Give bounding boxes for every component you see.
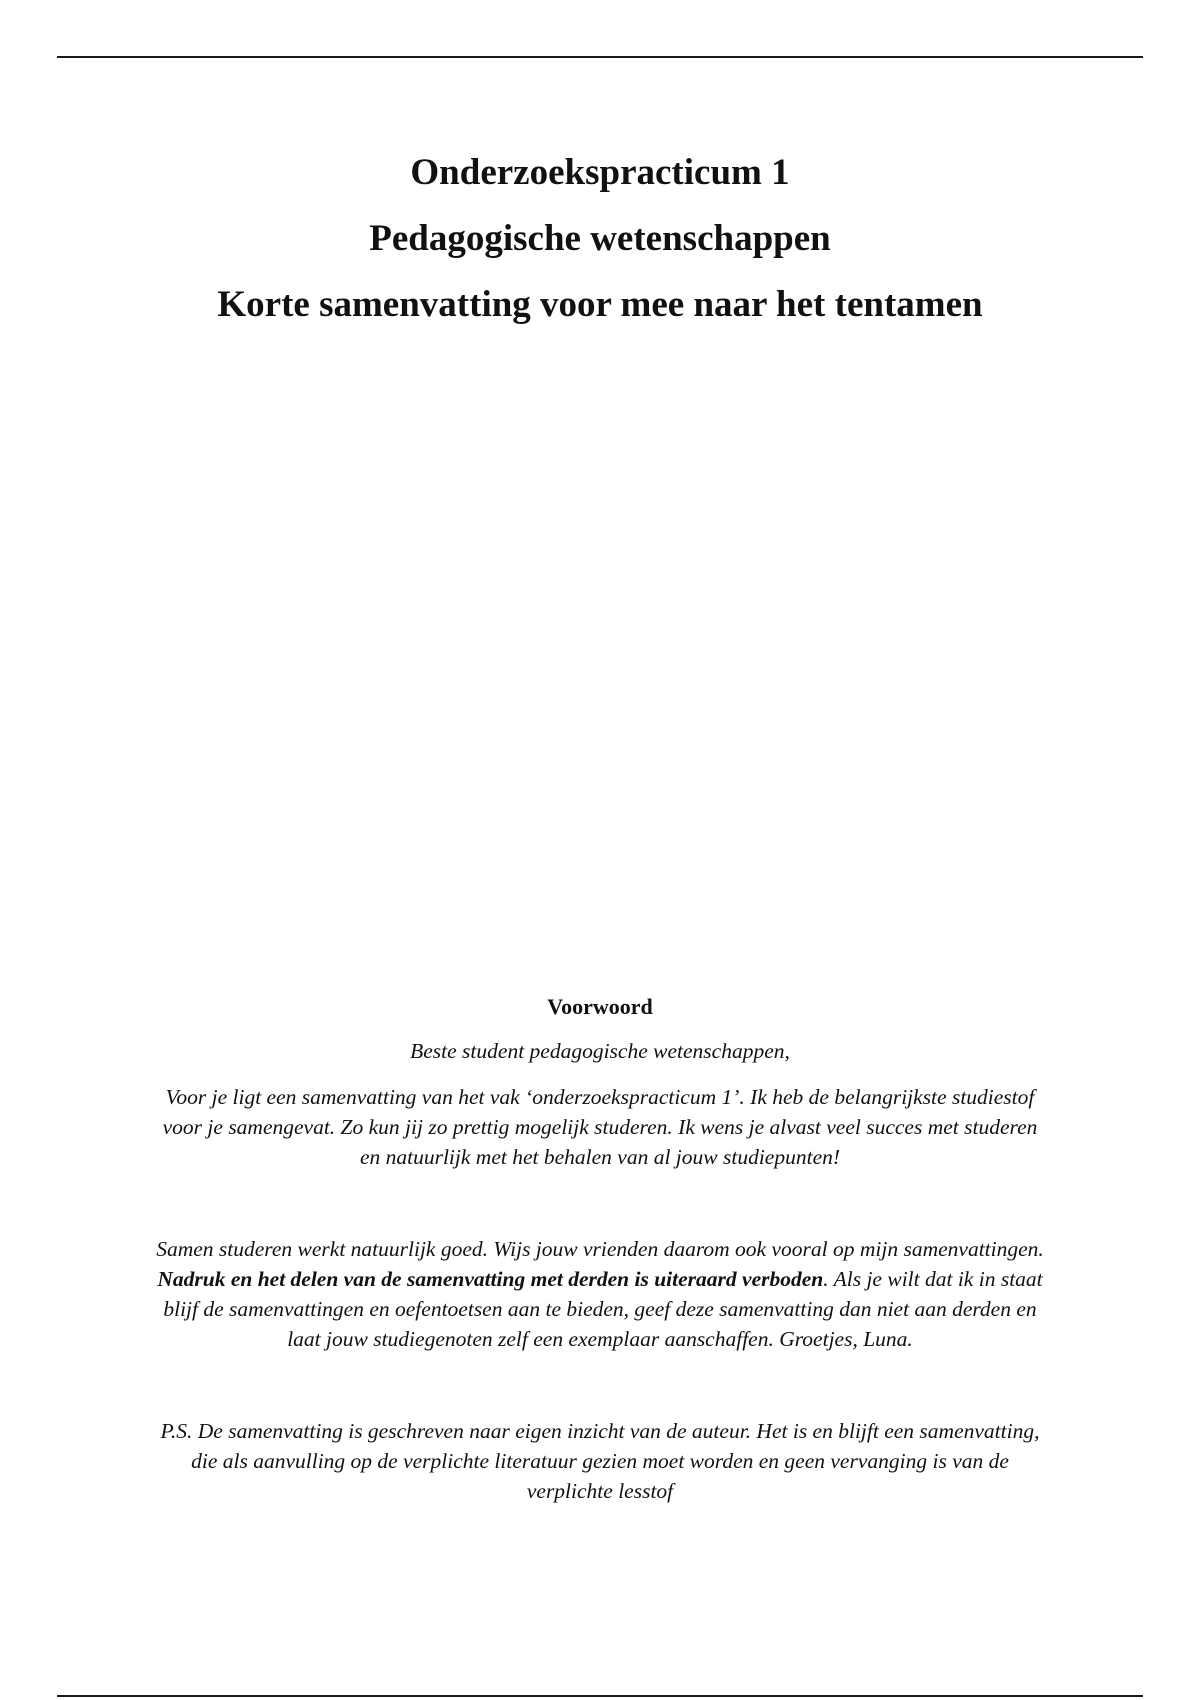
- title-block: [0, 140, 1200, 338]
- document-description: Korte samenvatting voor mee naar het tentamen: [217, 284, 983, 325]
- preface-sharing-paragraph: [150, 1234, 1050, 1354]
- sharing-text-end: . Als je wilt dat ik in staat blijf de samenvattingen en oefentoetsen aan te bieden, geef deze samenvatting dan niet aan derden en laat jouw studiegenoten zelf een exemplaar aanschaffen. Groetjes, Luna.: [163, 1267, 1043, 1351]
- document-subtitle: Pedagogische wetenschappen: [369, 218, 831, 259]
- preface-intro-paragraph: Voor je ligt een samenvatting van het vak ‘onderzoekspracticum 1’. Ik heb de belangrijkste studiestof voor je samengevat. Zo kun jij zo prettig mogelijk studeren. Ik wens je alvast veel succes met studeren en natuurlijk met het behalen van al jouw studiepunten!: [162, 1085, 1038, 1169]
- preface-postscript: P.S. De samenvatting is geschreven naar eigen inzicht van de auteur. Het is en blijft een samenvatting, die als aanvulling op de verplichte literatuur gezien moet worden en geen vervanging is van de verplichte lesstof: [160, 1419, 1040, 1503]
- preface-section: [150, 992, 1050, 1506]
- sharing-prohibition-notice: Nadruk en het delen van de samenvatting met derden is uiteraard verboden: [157, 1267, 824, 1291]
- preface-heading: Voorwoord: [547, 994, 653, 1019]
- bottom-rule: [57, 1695, 1143, 1697]
- top-rule: [57, 56, 1143, 58]
- sharing-text-start: Samen studeren werkt natuurlijk goed. Wijs jouw vrienden daarom ook vooral op mijn samenvattingen.: [156, 1237, 1044, 1261]
- preface-greeting: Beste student pedagogische wetenschappen,: [410, 1039, 790, 1063]
- document-title: Onderzoekspracticum 1: [410, 152, 790, 193]
